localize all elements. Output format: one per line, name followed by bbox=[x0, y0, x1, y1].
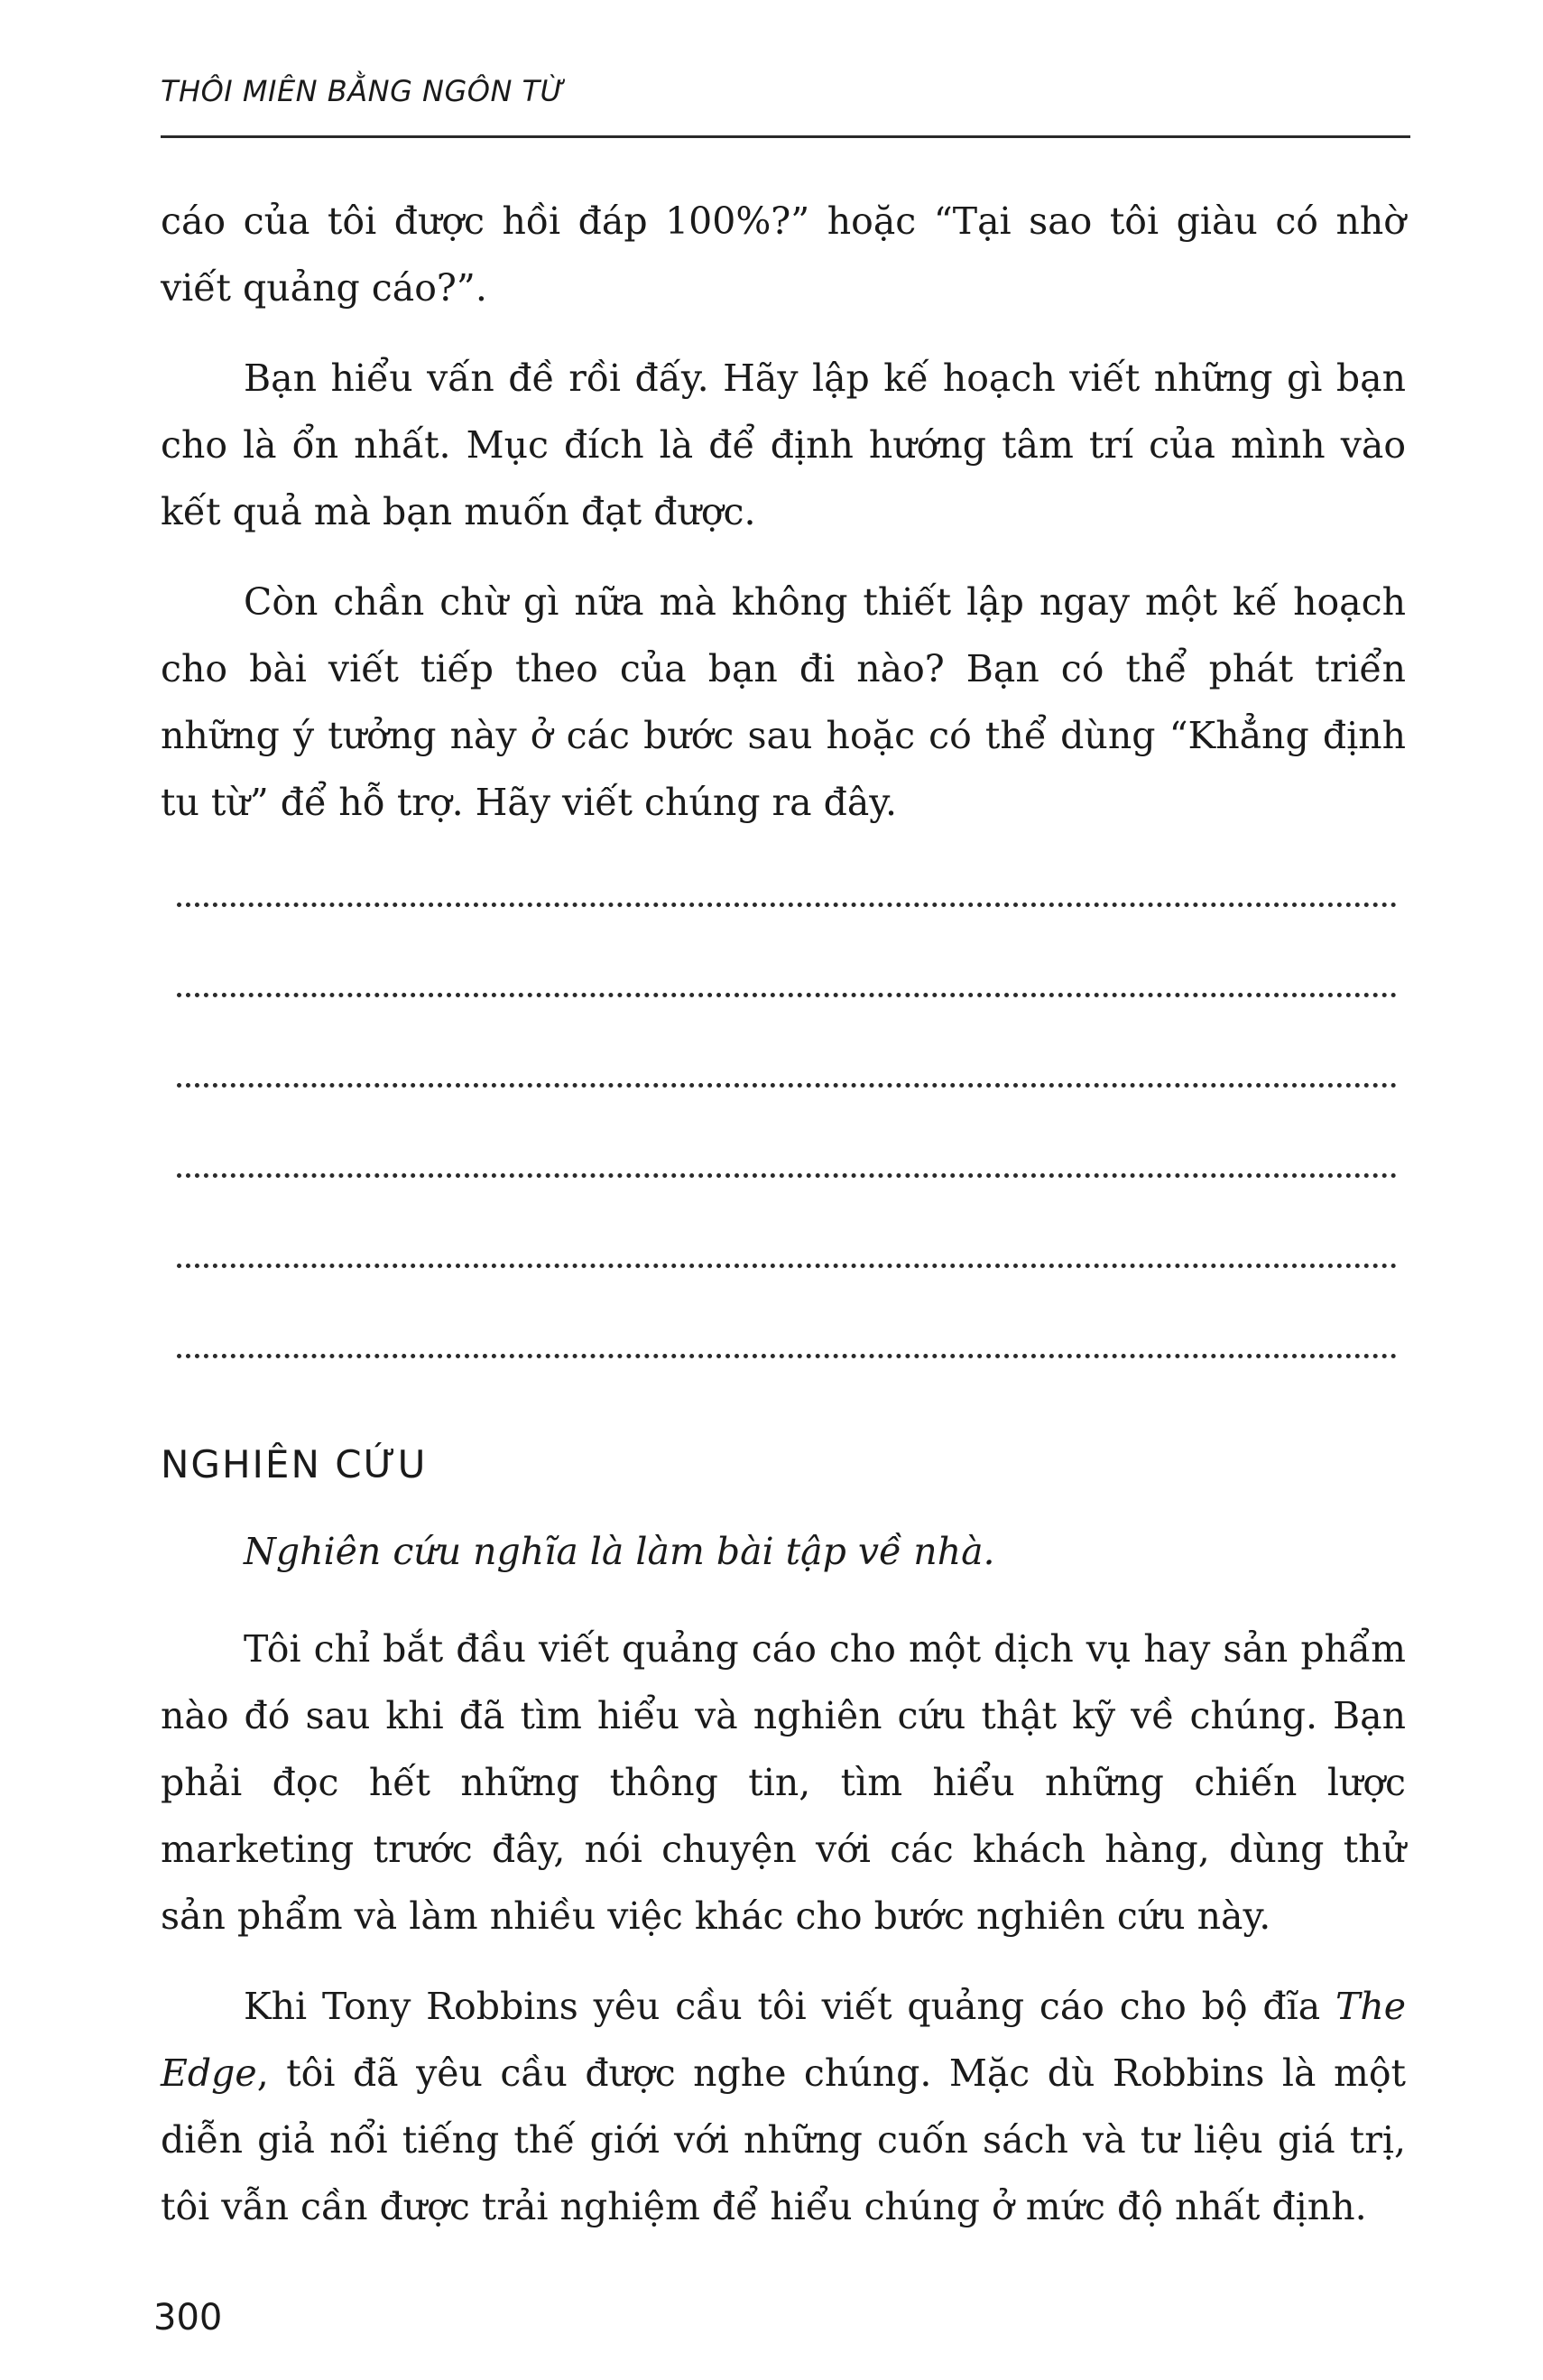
paragraph-call-to-action: Còn chần chừ gì nữa mà không thiết lập ngay một kế hoạch cho bài viết tiếp theo của bạn đi nào? Bạn có thể phát triển những ý tưởng này ở các bước sau hoặc có thể dùng “Khẳng định tu từ” để hỗ trợ. Hãy viết chúng ra đây. bbox=[161, 580, 1406, 824]
writing-line[interactable] bbox=[177, 1083, 1397, 1088]
robbins-text-start: Khi Tony Robbins yêu cầu tôi viết quảng cáo cho bộ đĩa bbox=[244, 1985, 1335, 2028]
section-heading: NGHIÊN CỨU bbox=[161, 1442, 428, 1486]
epigraph: Nghiên cứu nghĩa là làm bài tập về nhà. bbox=[244, 1530, 995, 1573]
book-title: The Edge bbox=[161, 1985, 1406, 2095]
writing-line[interactable] bbox=[177, 1264, 1397, 1268]
paragraph-research: Tôi chỉ bắt đầu viết quảng cáo cho một dịch vụ hay sản phẩm nào đó sau khi đã tìm hiểu và nghiên cứu thật kỹ về chúng. Bạn phải đọc hết những thông tin, tìm hiểu những chiến lược marketing trước đây, nói chuyện với các khách hàng, dùng thử sản phẩm và làm nhiều việc khác cho bước nghiên cứu này. bbox=[161, 1627, 1406, 1938]
section-text bbox=[161, 1616, 1406, 2240]
writing-line[interactable] bbox=[177, 1354, 1397, 1358]
paragraph-plan: Bạn hiểu vấn đề rồi đấy. Hãy lập kế hoạch viết những gì bạn cho là ổn nhất. Mục đích là để định hướng tâm trí của mình vào kết quả mà bạn muốn đạt được. bbox=[161, 357, 1406, 533]
writing-line[interactable] bbox=[177, 1173, 1397, 1178]
top-text bbox=[161, 188, 1406, 836]
writing-line[interactable] bbox=[177, 903, 1397, 907]
writing-lines bbox=[177, 903, 1397, 1444]
paragraph-robbins bbox=[161, 1973, 1406, 2240]
running-head: THÔI MIÊN BẰNG NGÔN TỪ bbox=[161, 74, 565, 108]
paragraph-continued: cáo của tôi được hồi đáp 100%?” hoặc “Tại sao tôi giàu có nhờ viết quảng cáo?”. bbox=[161, 199, 1406, 310]
header-rule bbox=[161, 135, 1410, 138]
robbins-text-end: , tôi đã yêu cầu được nghe chúng. Mặc dù Robbins là một diễn giả nổi tiếng thế giới với những cuốn sách và tư liệu giá trị, tôi vẫn cần được trải nghiệm để hiểu chúng ở mức độ nhất định. bbox=[161, 2051, 1406, 2228]
page-number: 300 bbox=[153, 2297, 223, 2338]
writing-line[interactable] bbox=[177, 993, 1397, 997]
